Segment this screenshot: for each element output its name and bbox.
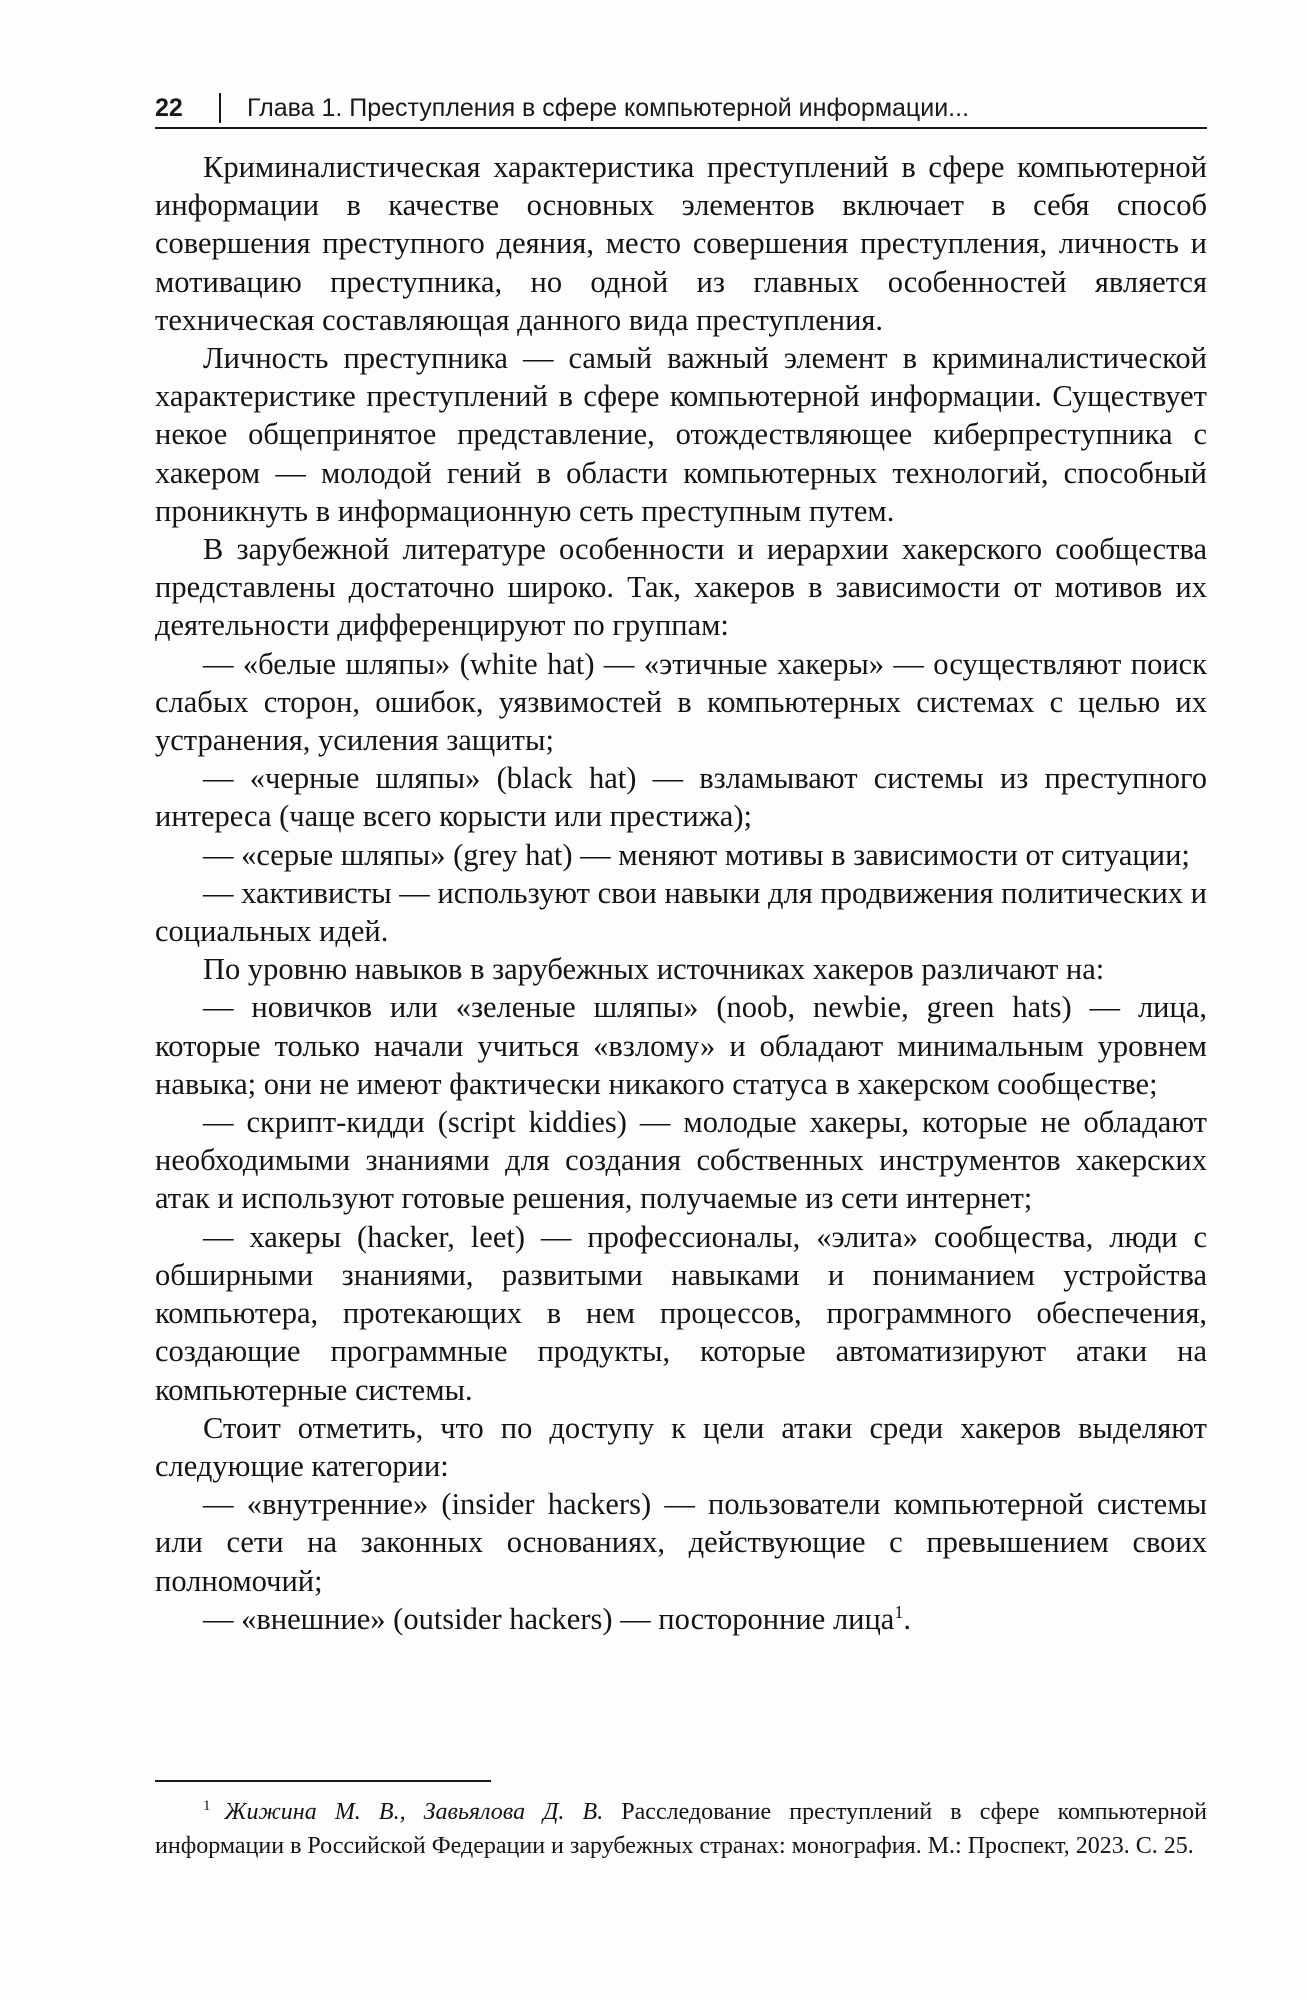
list-item-with-footnote: — «внешние» (outsider hackers) — посторонние лица$^1$.	[203, 1601, 911, 1636]
list-item: — новичков или «зеленые шляпы» (noob, newbie, green hats) — лица, которые только начали учиться «взлому» и обладают минимальным уровнем навыка; они не имеют фактически никакого статуса в хакерском сообществе;	[155, 990, 1207, 1101]
running-header	[155, 88, 1205, 128]
paragraph: Криминалистическая характеристика преступлений в сфере компьютерной информации в качестве основных элементов включает в себя способ совершения преступного деяния, место совершения преступления, личность и мотивацию преступника, но одной из главных особенностей является техническая составляющая данного вида преступления.	[155, 150, 1207, 337]
list-item-text: — «внешние» (outsider hackers) — посторонние лица	[203, 1601, 895, 1636]
header-rule	[155, 127, 1207, 129]
page-number: 22	[155, 93, 183, 122]
body-text	[155, 148, 1207, 1638]
footnote	[155, 1795, 1207, 1863]
footnote-reference[interactable]: 1	[894, 1601, 904, 1622]
list-item: — скрипт-кидди (script kiddies) — молодые хакеры, которые не обладают необходимыми знаниями для создания собственных инструментов хакерских атак и используют готовые решения, получаемые из сети интернет;	[155, 1105, 1207, 1216]
footnote-citation: Расследование преступлений в сфере компьютерной информации в Российской Федерации и зарубежных странах: монография. М.: Проспект, 2023. С. 25.	[155, 1799, 1208, 1859]
footnote-mark: 1	[203, 1798, 211, 1814]
paragraph: В зарубежной литературе особенности и иерархии хакерского сообщества представлены достаточно широко. Так, хакеров в зависимости от мотивов их деятельности дифференцируют по группам:	[155, 532, 1207, 643]
list-item: — хактивисты — используют свои навыки для продвижения политических и социальных идей.	[155, 875, 1207, 949]
list-item: — «внутренние» (insider hackers) — пользователи компьютерной системы или сети на законных основаниях, действующие с превышением своих полномочий;	[155, 1487, 1207, 1598]
chapter-title: Глава 1. Преступления в сфере компьютерной информации...	[247, 93, 970, 122]
footnote-text	[155, 1795, 1207, 1863]
footnote-rule	[155, 1780, 491, 1782]
header-separator	[219, 93, 221, 123]
list-item: — «серые шляпы» (grey hat) — меняют мотивы в зависимости от ситуации;	[203, 837, 1190, 872]
footnote-authors: Жижина М. В., Завьялова Д. В.	[224, 1799, 604, 1825]
paragraph: Стоит отметить, что по доступу к цели атаки среди хакеров выделяют следующие категории:	[155, 1410, 1207, 1483]
list-item: — хакеры (hacker, leet) — профессионалы, «элита» сообщества, люди с обширными знаниями, развитыми навыками и пониманием устройства компьютера, протекающих в нем процессов, программного обеспечения, создающие программные продукты, которые автоматизируют атаки на компьютерные системы.	[155, 1219, 1207, 1407]
paragraph: По уровню навыков в зарубежных источниках хакеров различают на:	[203, 952, 1105, 987]
list-item: — «черные шляпы» (black hat) — взламывают системы из преступного интереса (чаще всего корысти или престижа);	[155, 761, 1207, 834]
paragraph: Личность преступника — самый важный элемент в криминалистической характеристике преступлений в сфере компьютерной информации. Существует некое общепринятое представление, отождествляющее киберпреступника с хакером — молодой гений в области компьютерных технологий, способный проникнуть в информационную сеть преступным путем.	[155, 341, 1207, 528]
list-item: — «белые шляпы» (white hat) — «этичные хакеры» — осуществляют поиск слабых сторон, ошибок, уязвимостей в компьютерных системах с целью их устранения, усиления защиты;	[155, 646, 1207, 758]
